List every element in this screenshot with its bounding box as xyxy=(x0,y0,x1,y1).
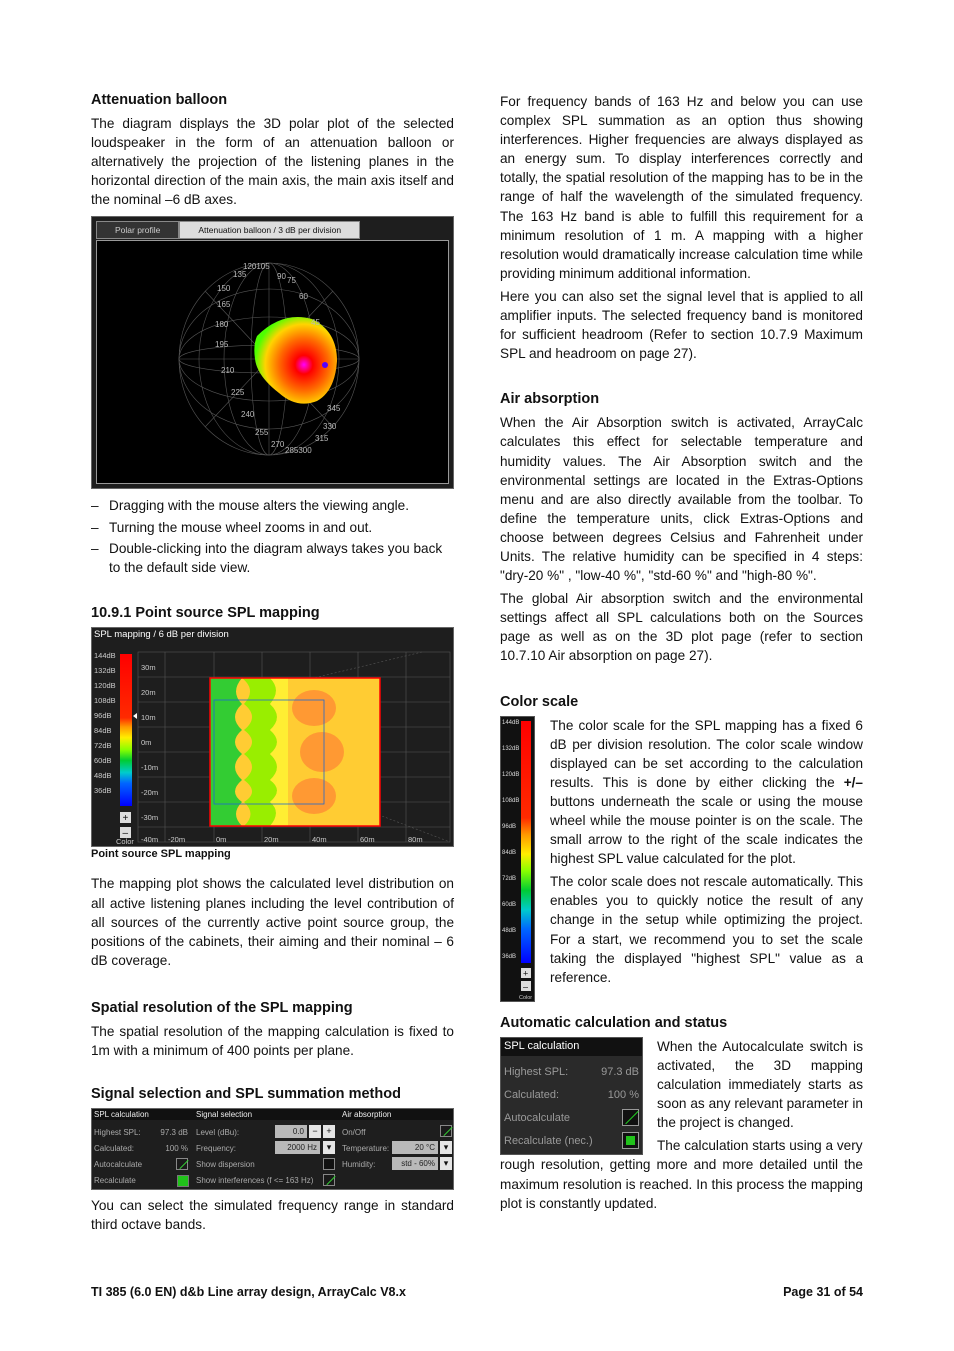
spatial-heading: Spatial resolution of the SPL mapping xyxy=(91,999,353,1016)
autocalc-text-side xyxy=(657,1037,863,1156)
scale-plus-label: + xyxy=(122,813,129,825)
level-decrease-button[interactable]: − xyxy=(309,1125,321,1138)
spl-scale-label: 48dB xyxy=(94,771,112,781)
ac-highest-label: Highest SPL: xyxy=(504,1065,569,1078)
page-footer xyxy=(91,1285,863,1299)
spl-map-title: SPL mapping / 6 dB per division xyxy=(94,629,229,641)
signal-heading: Signal selection and SPL summation method xyxy=(91,1086,401,1103)
signal-text: You can select the simulated frequency range in standard third octave bands. xyxy=(91,1198,454,1233)
ac-autocalculate-label: Autocalculate xyxy=(504,1111,571,1124)
ac-calculated-value: 100 % xyxy=(607,1088,639,1101)
balloon-bullet-list xyxy=(91,497,454,577)
frequency-dropdown-icon[interactable]: ▾ xyxy=(323,1141,335,1154)
spatial-text: The spatial resolution of the mapping calculation is fixed to 1m with a minimum of 400 points per plane. xyxy=(91,1023,454,1059)
footer-doc-title: TI 385 (6.0 EN) d&b Line array design, ArrayCalc V8.x xyxy=(91,1285,406,1299)
frequency-text-1: For frequency bands of 163 Hz and below you can use complex SPL summation as an option thus showing interferences. Higher frequencies are always displayed as an energy sum. To display interferences correctly and totally, the spatial resolution of the mapping has to be in the range of half the wavelength of the simulated frequency. The 163 Hz band is able to fulfill this requirement for a minimum resolution of 1 m. A mapping with a higher resolution would dramatically increase calculation time while providing minimum additional information. xyxy=(500,94,863,281)
spl-scale-label: 72dB xyxy=(94,741,112,751)
scale-minus-label: – xyxy=(122,828,129,840)
mapping-text: The mapping plot shows the calculated level distribution on all active listening planes including the level contribution of all sources of the currently active point source group, the positions of the cabinets, their aiming and their nominal – 6 dB coverage. xyxy=(91,876,454,968)
spl-y-label: 0m xyxy=(141,738,152,748)
balloon-heading: Attenuation balloon xyxy=(91,92,228,108)
color-scale-label: 132dB xyxy=(502,745,520,752)
color-scale-minus-label: – xyxy=(523,981,529,992)
ac-recalculate-button[interactable] xyxy=(622,1132,639,1149)
signal-selection-panel xyxy=(91,1108,454,1190)
color-scale-color-label: Color xyxy=(519,994,533,1001)
balloon-angle-label: 45 xyxy=(311,318,320,328)
air-text-2: The global Air absorption switch and the environmental settings affect all SPL calculations both on the Sources page as well as on the 3D plot page (refer to section 10.7.10 Air absorption on page 27). xyxy=(500,591,863,664)
air-absorption-switch[interactable] xyxy=(440,1125,452,1137)
color-scale-section xyxy=(500,716,863,1001)
balloon-angle-label: 285300 xyxy=(285,446,312,456)
color-scale-label: 84dB xyxy=(502,849,517,856)
auto-text-1: When the Autocalculate switch is activated, the 3D mapping calculation immediately starts as soon as any relevant parameter in the project is changed. xyxy=(657,1038,863,1131)
balloon-angle-label: 180 xyxy=(215,320,229,330)
point-source-heading: 10.9.1 Point source SPL mapping xyxy=(91,605,320,622)
balloon-angle-label: 150 xyxy=(217,284,231,294)
right-column xyxy=(500,92,863,1217)
temperature-dropdown-icon[interactable]: ▾ xyxy=(440,1141,452,1154)
spl-scale-label: 96dB xyxy=(94,711,112,721)
left-column xyxy=(91,92,454,1238)
balloon-text: The diagram displays the 3D polar plot of the selected loudspeaker in the form of an attenuation balloon or alternatively the projection of the listening planes in the horizontal direction of the main axis, the main axis itself and the nominal –6 dB axes. xyxy=(91,116,454,208)
balloon-angle-label: 60 xyxy=(299,292,308,302)
color-scale-label: 60dB xyxy=(502,901,517,908)
ac-highest-value: 97.3 dB xyxy=(601,1065,639,1078)
spl-mapping-screenshot xyxy=(91,627,454,847)
frequency-label: Frequency: xyxy=(196,1144,237,1154)
humidity-select[interactable]: std - 60% xyxy=(392,1157,438,1170)
ac-recalculate-label: Recalculate (nec.) xyxy=(504,1134,593,1147)
spl-x-label: 0m xyxy=(216,835,227,845)
color-scale-label: 120dB xyxy=(502,771,520,778)
scale-color-label: Color xyxy=(116,837,134,847)
color-scale-label: 72dB xyxy=(502,875,517,882)
color-scale-label: 108dB xyxy=(502,797,520,804)
balloon-angle-label: 195 xyxy=(215,340,229,350)
auto-text-2a: The calculation starts using a very xyxy=(657,1138,863,1154)
calculated-label: Calculated: xyxy=(94,1144,135,1154)
color-scale-plus-label: + xyxy=(523,968,529,979)
color-scale-widget[interactable] xyxy=(500,716,535,1002)
autocalculate-label: Autocalculate xyxy=(94,1160,143,1170)
autocalculate-switch[interactable] xyxy=(176,1158,188,1170)
frequency-text-2: Here you can also set the signal level that is applied to all amplifier inputs. The selected frequency band is monitored for sufficient headroom (Refer to section 10.7.9 Maximum SPL and headroom on page 27). xyxy=(500,288,863,362)
spl-y-label: 10m xyxy=(141,713,156,723)
spl-y-label: -20m xyxy=(141,788,159,798)
spl-y-label: -30m xyxy=(141,813,159,823)
show-interferences-label: Show interferences (f <= 163 Hz) xyxy=(196,1176,314,1186)
color-text-1: The color scale for the SPL mapping has a fixed 6 dB per division resolution. The color scale window displayed can be set according to the calculation results. This is done by either clicking the +/– buttons underneath the scale or using the mouse wheel while the mouse pointer is on the scale. The small arrow to the right of the scale indicates the highest SPL value calculated for the plot. xyxy=(550,717,863,867)
balloon-angle-label: 165 xyxy=(217,300,231,310)
recalculate-label: Recalculate xyxy=(94,1176,136,1186)
highest-spl-label: Highest SPL: xyxy=(94,1128,141,1138)
show-interferences-checkbox[interactable] xyxy=(323,1174,335,1186)
spl-calculation-title: SPL calculation xyxy=(501,1038,642,1056)
air-text-1: When the Air Absorption switch is activated, ArrayCalc calculates this effect for selectable temperature and humidity values. The Air Absorption switch and the environmental settings are located in the Extras-Options menu and are also directly available from the toolbar. To define the temperature units, click Extras-Options and choose between degrees Celsius and Fahrenheit under Units. The relative humidity can be specified in 4 steps: "dry-20 %" , "low-40 %", "std-60 %" and "high-80 %". xyxy=(500,415,863,584)
color-scale-label: 144dB xyxy=(502,719,520,726)
footer-page-number: Page 31 of 54 xyxy=(783,1285,863,1299)
spl-x-label: 20m xyxy=(264,835,279,845)
balloon-3d-plot[interactable] xyxy=(97,241,451,483)
auto-heading: Automatic calculation and status xyxy=(500,1014,728,1031)
balloon-angle-label: 330 xyxy=(323,422,337,432)
humidity-label: Humidity: xyxy=(342,1160,376,1170)
spl-scale-label: 84dB xyxy=(94,726,112,736)
spl-scale-label: 120dB xyxy=(94,681,116,691)
spl-scale-label: 60dB xyxy=(94,756,112,766)
spl-y-label: 30m xyxy=(141,663,156,673)
air-absorption-header: Air absorption xyxy=(342,1110,392,1120)
show-dispersion-label: Show dispersion xyxy=(196,1160,255,1170)
spl-y-label: 20m xyxy=(141,688,156,698)
air-onoff-label: On/Off xyxy=(342,1128,366,1138)
attenuation-balloon-screenshot xyxy=(91,216,454,489)
spl-scale-label: 36dB xyxy=(94,786,112,796)
balloon-angle-label: 255 xyxy=(255,428,269,438)
balloon-angle-label: 270 xyxy=(271,440,285,450)
spl-x-label: 60m xyxy=(360,835,375,845)
color-scale-label: 36dB xyxy=(502,953,517,960)
color-scale-text xyxy=(550,716,863,987)
temperature-label: Temperature: xyxy=(342,1144,390,1154)
spl-scale-label: 132dB xyxy=(94,666,116,676)
spl-x-label: 80m xyxy=(408,835,423,845)
spl-x-label: -20m xyxy=(168,835,186,845)
color-text-2: The color scale does not rescale automatically. This enables you to quickly notice the result of any change in the setup while optimizing the project. For a start, we recommend you to set the scale taking the displayed "highest SPL" value as a reference. xyxy=(550,874,863,985)
air-heading: Air absorption xyxy=(500,391,600,408)
frequency-select[interactable]: 2000 Hz xyxy=(275,1141,320,1154)
ac-calculated-label: Calculated: xyxy=(504,1088,560,1101)
spl-scale-label: 108dB xyxy=(94,696,116,706)
balloon-angle-label: 120105 xyxy=(243,262,270,272)
show-dispersion-checkbox[interactable] xyxy=(323,1158,335,1170)
tab-polar-profile[interactable]: Polar profile xyxy=(96,221,179,239)
balloon-angle-label: 90 xyxy=(277,272,286,282)
spl-calculation-panel xyxy=(500,1037,643,1155)
balloon-angle-label: 75 xyxy=(287,276,296,286)
signal-selection-header: Signal selection xyxy=(196,1110,253,1120)
color-heading: Color scale xyxy=(500,693,579,710)
balloon-plot-area[interactable] xyxy=(96,240,449,484)
balloon-angle-label: 345 xyxy=(327,404,341,414)
tab-attenuation-balloon[interactable]: Attenuation balloon / 3 dB per division xyxy=(179,221,360,239)
level-label: Level (dBu): xyxy=(196,1128,240,1138)
balloon-angle-label: 210 xyxy=(221,366,235,376)
spl-x-label: -40m xyxy=(141,835,159,845)
calculated-value: 100 % xyxy=(165,1144,188,1154)
humidity-dropdown-icon[interactable]: ▾ xyxy=(440,1157,452,1170)
spl-map-caption: Point source SPL mapping xyxy=(91,848,231,861)
balloon-angle-label: 135 xyxy=(233,270,247,280)
spl-map-plot[interactable] xyxy=(92,642,454,846)
bullet-item: – Dragging with the mouse alters the viewing angle. xyxy=(91,497,454,516)
temperature-select[interactable]: 20 °C xyxy=(392,1141,438,1154)
spl-scale-label: 144dB xyxy=(94,651,116,661)
balloon-angle-label: 225 xyxy=(231,388,245,398)
bullet-item: – Turning the mouse wheel zooms in and out. xyxy=(91,519,454,538)
bullet-item: – Double-clicking into the diagram always takes you back to the default side view. xyxy=(91,540,454,577)
spl-calc-header: SPL calculation xyxy=(94,1110,149,1120)
auto-text-2b: rough resolution, getting more and more detailed until the maximum resolution is reached. In this process the mapping plot is constantly updated. xyxy=(500,1157,863,1211)
autocalc-section xyxy=(500,1037,863,1213)
spl-y-label: -10m xyxy=(141,763,159,773)
color-scale-label: 48dB xyxy=(502,927,517,934)
level-increase-button[interactable]: + xyxy=(323,1125,335,1138)
color-scale-label: 96dB xyxy=(502,823,517,830)
highest-spl-value: 97.3 dB xyxy=(160,1128,188,1138)
ac-autocalculate-switch[interactable] xyxy=(622,1109,639,1126)
spl-x-label: 40m xyxy=(312,835,327,845)
balloon-angle-label: 240 xyxy=(241,410,255,420)
balloon-tabs xyxy=(96,221,360,239)
balloon-angle-label: 315 xyxy=(315,434,329,444)
level-input[interactable]: 0.0 xyxy=(275,1125,307,1138)
recalculate-button[interactable] xyxy=(177,1175,189,1187)
